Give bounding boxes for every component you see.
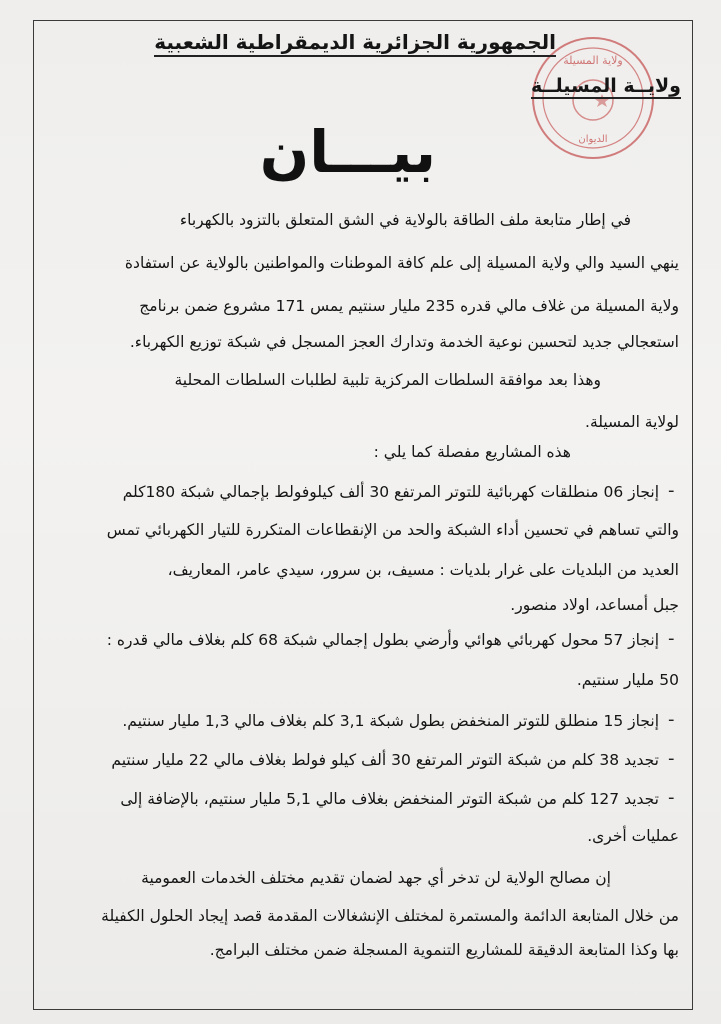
list-item: إنجاز 15 منطلق للتوتر المنخفض بطول شبكة 3,1 كلم بغلاف مالي 1,3 مليار سنتيم. [122, 712, 659, 730]
paragraph-line: في إطار متابعة ملف الطاقة بالولاية في الشق المتعلق بالتزود بالكهرباء [179, 211, 631, 229]
list-item-continuation: 50 مليار سنتيم. [576, 671, 679, 689]
paragraph-line: هذه المشاريع مفصلة كما يلي : [373, 443, 571, 461]
list-bullet: - [668, 628, 675, 649]
list-item-continuation: العديد من البلديات على غرار بلديات : مسيف، بن سرور، سيدي عامر، المعاريف، [167, 561, 679, 579]
list-bullet: - [668, 709, 675, 730]
paragraph-line: ينهي السيد والي ولاية المسيلة إلى علم كافة الموطنات والمواطنين بالولاية عن استفادة [124, 254, 679, 272]
stamp-top-text: ولاية المسيلة [563, 54, 623, 67]
paragraph-line: استعجالي جديد لتحسين نوعية الخدمة وتدارك العجز المسجل في شبكة توزيع الكهرباء. [129, 333, 679, 351]
list-item: تجديد 38 كلم من شبكة التوتر المرتفع 30 ألف كيلو فولط بغلاف مالي 22 مليار سنتيم [111, 751, 659, 769]
paragraph-line: بها وكذا المتابعة الدقيقة للمشاريع التنموية المسجلة ضمن مختلف البرامج. [209, 941, 679, 959]
paragraph-line: إن مصالح الولاية لن تدخر أي جهد لضمان تقديم مختلف الخدمات العمومية [141, 869, 611, 887]
republic-header: الجمهورية الجزائرية الديمقراطية الشعبية [154, 30, 556, 57]
list-item: تجديد 127 كلم من شبكة التوتر المنخفض بغلاف مالي 5,1 مليار سنتيم، بالإضافة إلى [120, 790, 659, 808]
paragraph-line: لولاية المسيلة. [585, 413, 679, 431]
wilaya-name: ولايــة المسيلــة [531, 75, 681, 97]
page-title: بيـــان [259, 118, 436, 186]
list-item-continuation: والتي تساهم في تحسين أداء الشبكة والحد من الإنقطاعات المتكررة للتيار الكهربائي تمس [106, 521, 679, 539]
list-item: إنجاز 57 محول كهربائي هوائي وأرضي بطول إجمالي شبكة 68 كلم بغلاف مالي قدره : [106, 631, 659, 649]
paragraph-line: من خلال المتابعة الدائمة والمستمرة لمختلف الإنشغالات المقدمة قصد إيجاد الحلول الكفيلة [101, 907, 679, 925]
list-item-continuation: عمليات أخرى. [587, 827, 679, 845]
list-bullet: - [668, 787, 675, 808]
list-bullet: - [668, 748, 675, 769]
stamp-bottom-text: الديوان [578, 134, 608, 145]
list-bullet: - [668, 480, 675, 501]
list-item-continuation: جبل أمساعد، اولاد منصور. [510, 596, 679, 614]
paragraph-line: ولاية المسيلة من غلاف مالي قدره 235 مليار سنتيم يمس 171 مشروع ضمن برنامج [139, 297, 679, 315]
paragraph-line: وهذا بعد موافقة السلطات المركزية تلبية لطلبات السلطات المحلية [174, 371, 601, 389]
list-item: إنجاز 06 منطلقات كهربائية للتوتر المرتفع 30 ألف كيلوفولط بإجمالي شبكة 180كلم [122, 483, 659, 501]
